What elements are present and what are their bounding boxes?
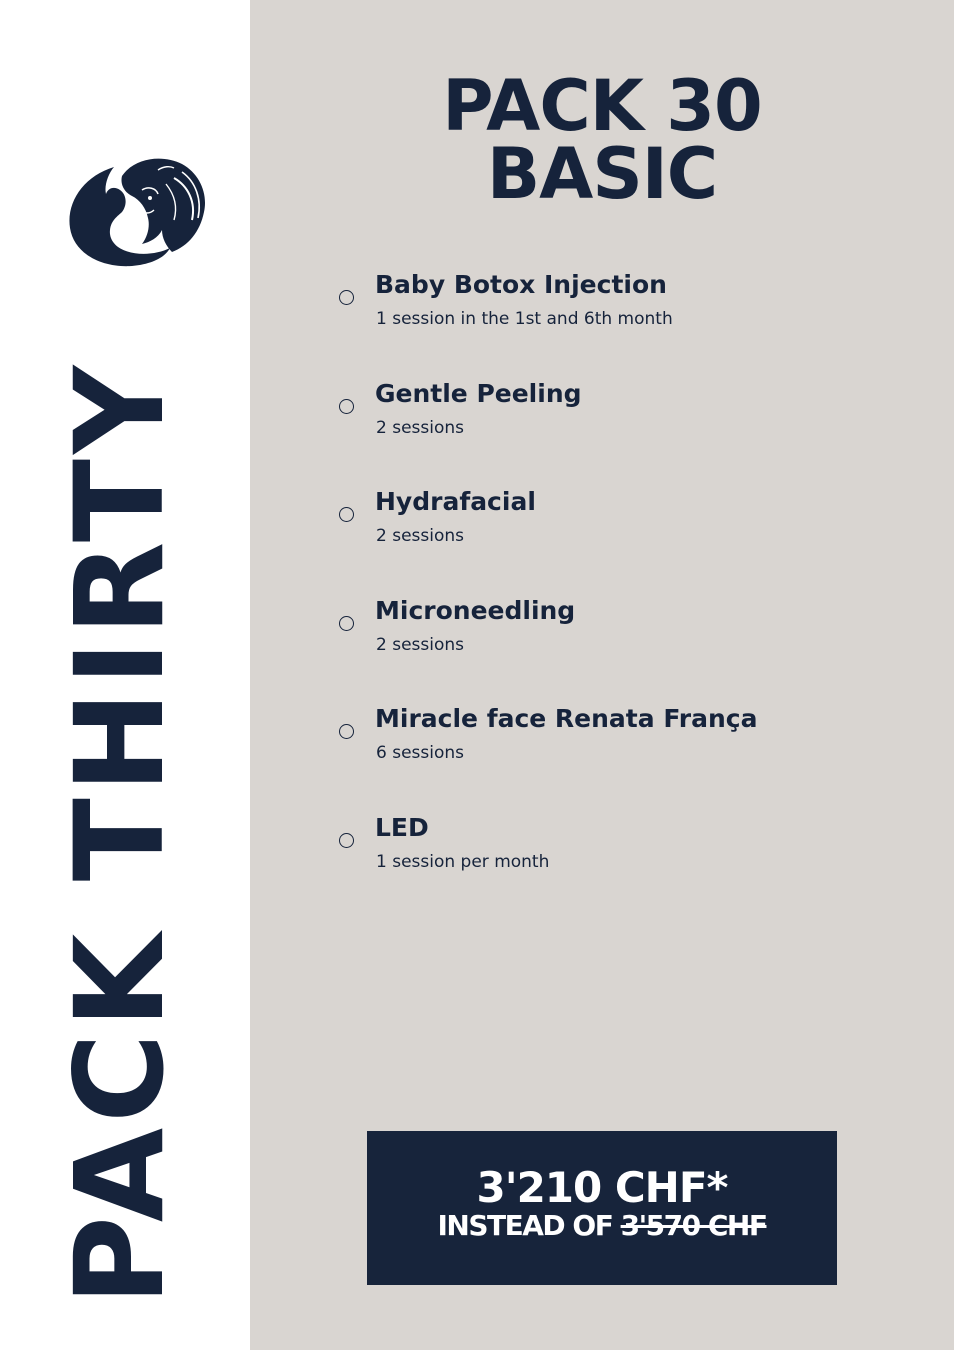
list-item: [250, 377, 954, 457]
item-name: LED: [375, 813, 429, 842]
price-comparison: [367, 1209, 837, 1243]
vertical-pack-title: PACK THIRTY: [49, 360, 191, 1306]
list-item: [250, 268, 954, 348]
current-price: 3'210 CHF*: [476, 1163, 728, 1212]
sidebar: [0, 0, 250, 1350]
circle-bullet-icon: [339, 724, 354, 739]
item-name: Gentle Peeling: [375, 379, 582, 408]
circle-bullet-icon: [339, 290, 354, 305]
list-item: [250, 485, 954, 565]
item-detail: 2 sessions: [376, 418, 465, 438]
circle-bullet-icon: [339, 507, 354, 522]
item-detail: 6 sessions: [376, 743, 465, 763]
title-line-2: BASIC: [486, 133, 718, 215]
item-detail: 1 session per month: [376, 852, 550, 872]
item-detail: 2 sessions: [376, 526, 465, 546]
price-box: [367, 1131, 837, 1285]
item-name: Baby Botox Injection: [375, 270, 667, 299]
item-name: Miracle face Renata França: [375, 704, 758, 733]
page-title: [250, 65, 954, 215]
circle-bullet-icon: [339, 616, 354, 631]
lion-logo-icon: [62, 150, 208, 270]
main-panel: [250, 0, 954, 1350]
circle-bullet-icon: [339, 399, 354, 414]
old-price: 3'570 CHF: [620, 1209, 767, 1242]
instead-of-label: INSTEAD OF: [437, 1209, 613, 1242]
list-item: [250, 702, 954, 782]
list-item: [250, 594, 954, 674]
item-name: Microneedling: [375, 596, 576, 625]
title-line-1: PACK 30: [442, 65, 762, 147]
item-detail: 2 sessions: [376, 635, 465, 655]
circle-bullet-icon: [339, 833, 354, 848]
item-name: Hydrafacial: [375, 487, 536, 516]
item-detail: 1 session in the 1st and 6th month: [376, 309, 673, 329]
list-item: [250, 811, 954, 891]
